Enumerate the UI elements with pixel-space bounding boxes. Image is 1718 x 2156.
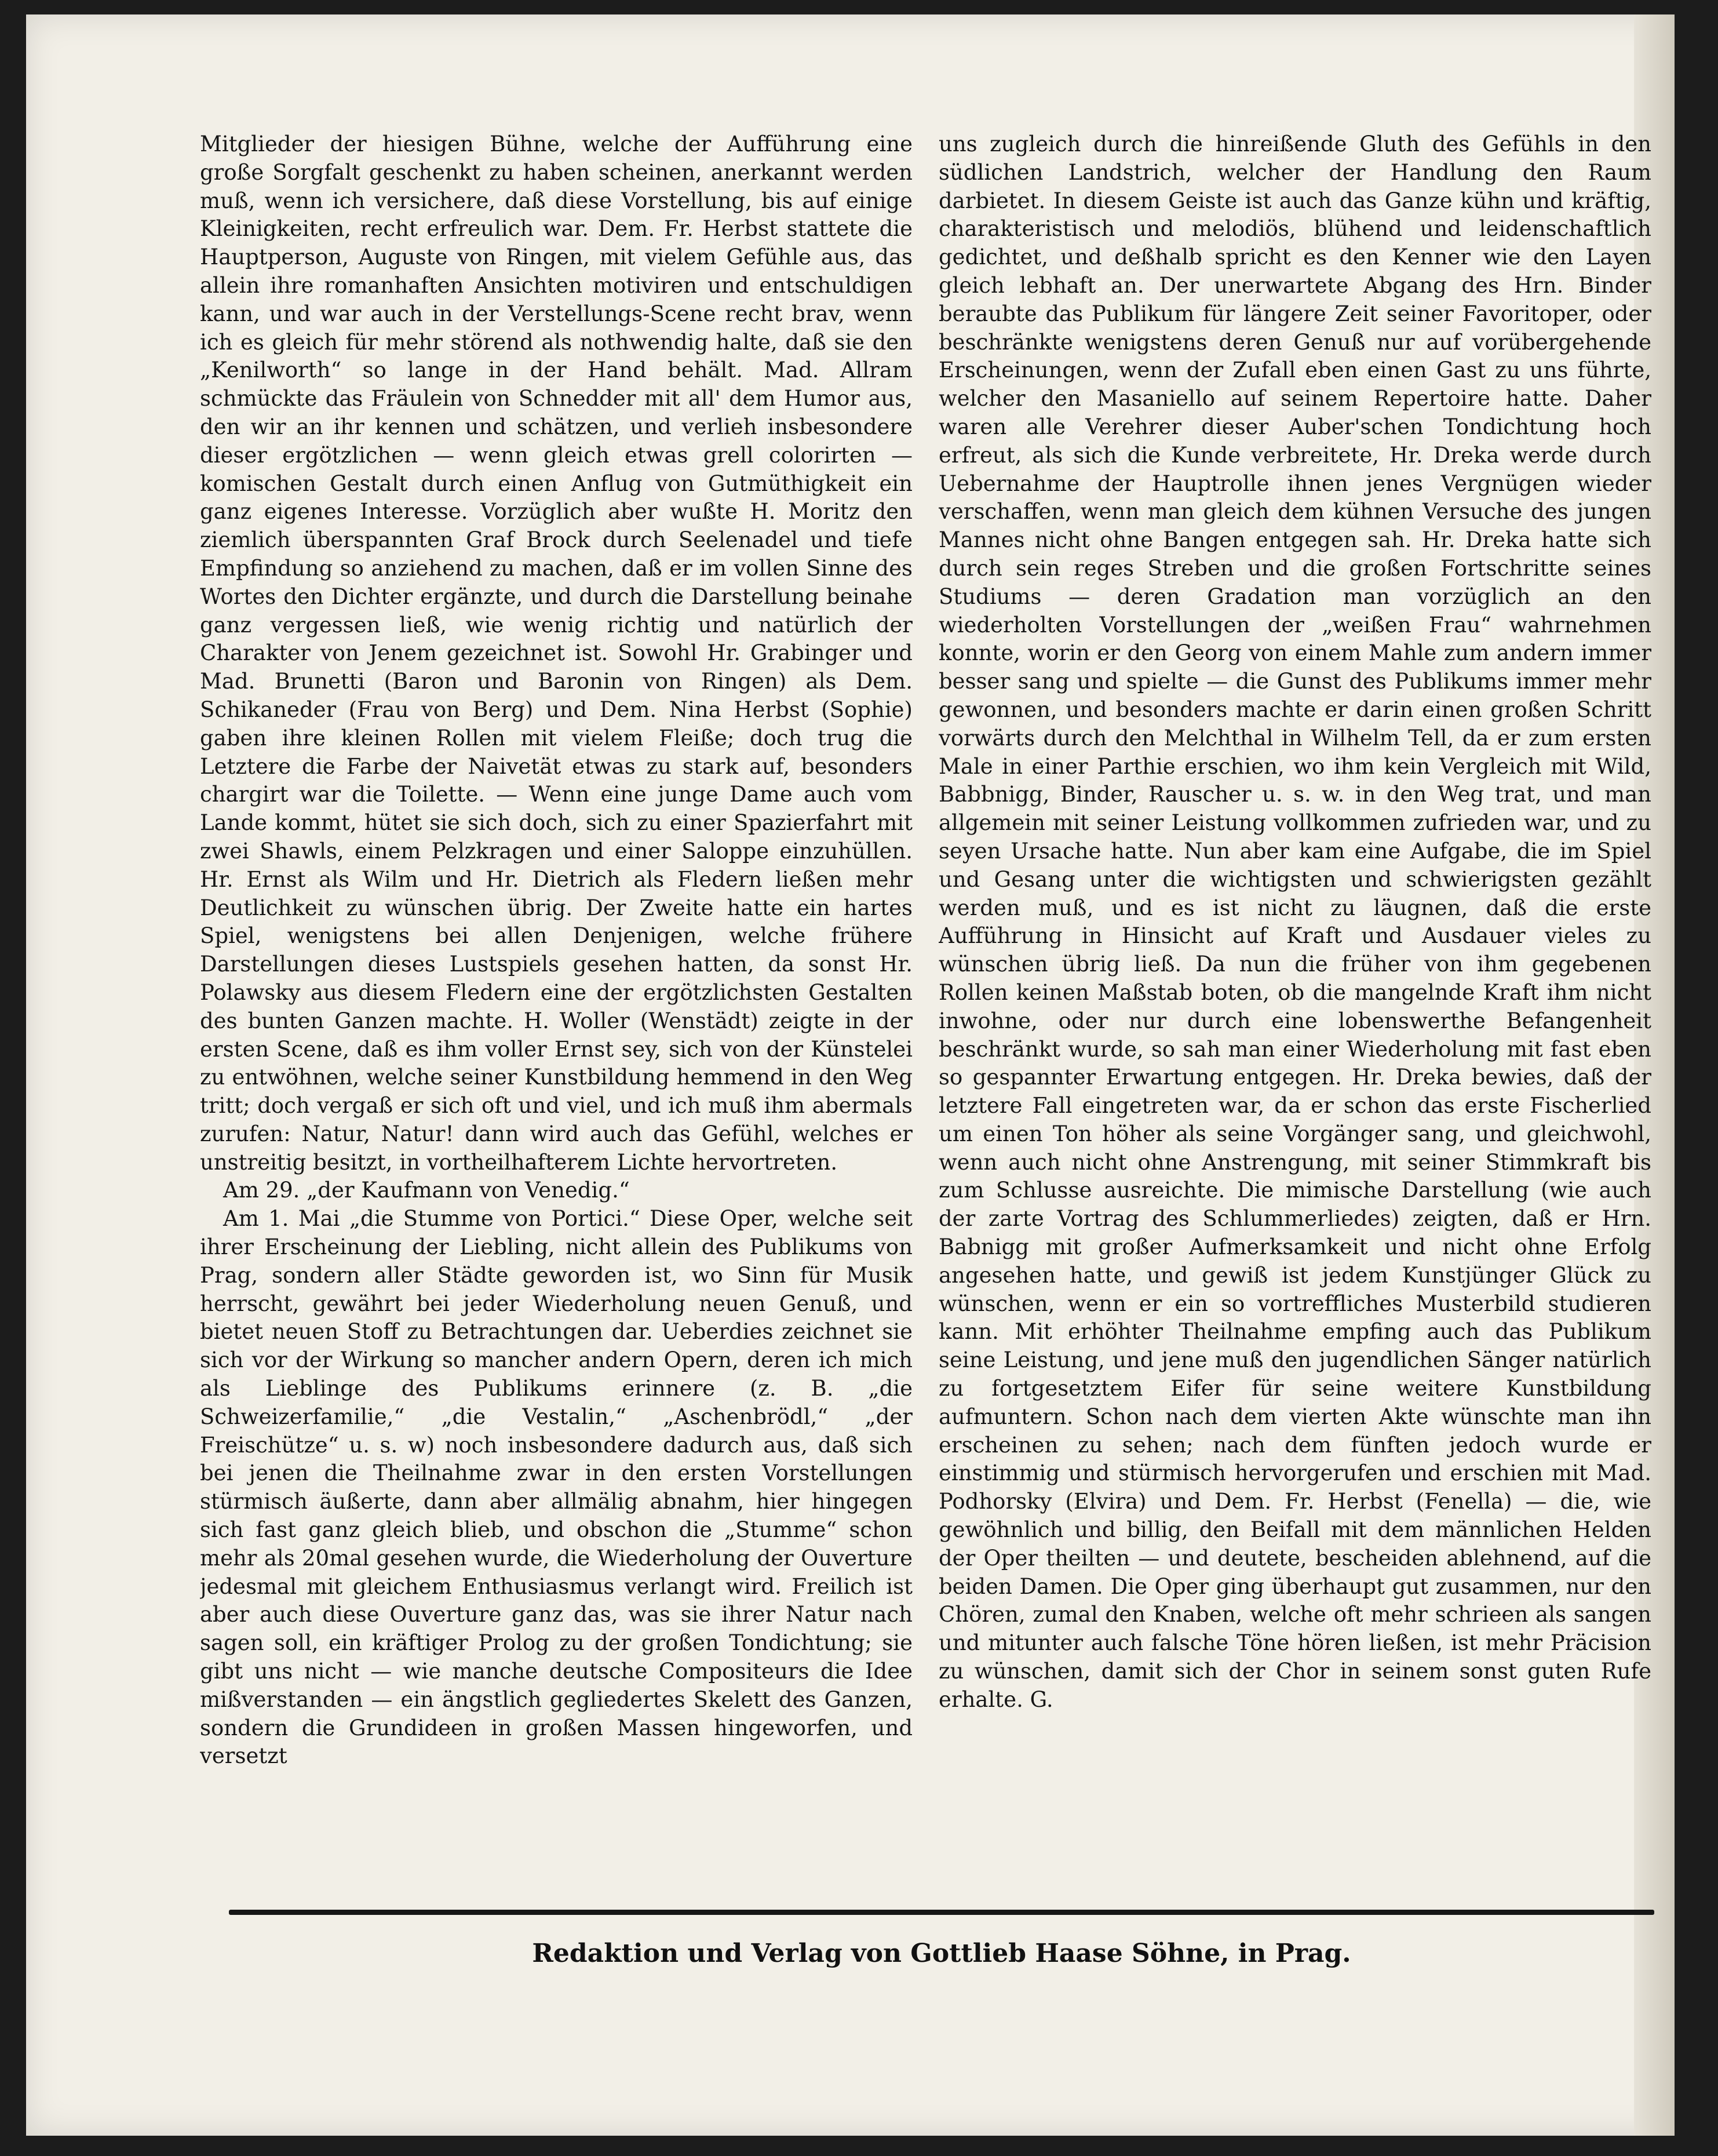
right-paragraph-1: uns zugleich durch die hinreißende Gluth des Gefühls in den südlichen Landstrich, welcher der Handlung den Raum darbietet. In diesem Geiste ist auch das Ganze kühn und kräftig, charakteristisch und melodiös, blühend und leidenschaftlich gedichtet, und deßhalb spricht es den Kenner wie den Layen gleich lebhaft an. Der unerwartete Abgang des Hrn. Binder beraubte das Publikum für längere Zeit seiner Favoritoper, oder beschränkte wenigstens deren Genuß nur auf vorübergehende Erscheinungen, wenn der Zufall eben einen Gast zu uns führte, welcher den Masaniello auf seinem Repertoire hatte. Daher waren alle Verehrer dieser Auber'schen Tondichtung hoch erfreut, als sich die Kunde verbreitete, Hr. Dreka werde durch Uebernahme der Hauptrolle ihnen jenes Vergnügen wieder verschaffen, wenn man gleich dem kühnen Versuche des jungen Mannes nicht ohne Bangen entgegen sah. Hr. Dreka hatte sich durch sein reges Streben und die großen Fortschritte seines Studiums — deren Gradation man vorzüglich an den wiederholten Vorstellungen der „weißen Frau“ wahrnehmen konnte, worin er den Georg von einem Mahle zum andern immer besser sang und spielte — die Gunst des Publikums immer mehr gewonnen, und besonders machte er darin einen großen Schritt vorwärts durch den Melchthal in Wilhelm Tell, da er zum ersten Male in einer Parthie erschien, wo ihm kein Vergleich mit Wild, Babbnigg, Binder, Rauscher u. s. w. in den Weg trat, und man allgemein mit seiner Leistung vollkommen zufrieden war, und zu seyen Ursache hatte. Nun aber kam eine Aufgabe, die im Spiel und Gesang unter die wichtigsten und schwierigsten gezählt werden muß, und es ist nicht zu läugnen, daß die erste Aufführung in Hinsicht auf Kraft und Ausdauer vieles zu wünschen übrig ließ. Da nun die früher von ihm gegebenen Rollen keinen Maßstab boten, ob die mangelnde Kraft ihm nicht inwohne, oder nur durch eine lobenswerthe Befangenheit beschränkt wurde, so sah man einer Wiederholung mit fast eben so gespannter Erwartung entgegen. Hr. Dreka bewies, daß der letztere Fall eingetreten war, da er schon das erste Fischerlied um einen Ton höher als seine Vorgänger sang, und gleichwohl, wenn auch nicht ohne Anstrengung, mit seiner Stimmkraft bis zum Schlusse ausreichte. Die mimische Darstellung (wie auch der zarte Vortrag des Schlummerliedes) zeigten, daß er Hrn. Babnigg mit großer Aufmerksamkeit und nicht ohne Erfolg angesehen hatte, und gewiß ist jedem Kunstjünger Glück zu wünschen, wenn er ein so vortreffliches Musterbild studieren kann. Mit erhöhter Theilnahme empfing auch das Publikum seine Leistung, und jene muß den jugendlichen Sänger natürlich zu fortgesetztem Eifer für seine weitere Kunstbildung aufmuntern. Schon nach dem vierten Akte wünschte man ihn erscheinen zu sehen; nach dem fünften jedoch wurde er einstimmig und stürmisch hervorgerufen und erschien mit Mad. Podhorsky (Elvira) und Dem. Fr. Herbst (Fenella) — die, wie gewöhnlich und billig, den Beifall mit dem männlichen Helden der Oper theilten — und deutete, bescheiden ablehnend, auf die beiden Damen. Die Oper ging überhaupt gut zusammen, nur den Chören, zumal den Knaben, welche oft mehr schrieen als sangen und mitunter auch falsche Töne hören ließen, ist mehr Präcision zu wünschen, damit sich der Chor in seinem sonst guten Rufe erhalte. G. [939, 132, 1651, 1712]
left-column [200, 130, 913, 1858]
footer-imprint: Redaktion und Verlag von Gottlieb Haase Söhne, in Prag. [532, 1939, 1351, 1968]
left-paragraph-1: Mitglieder der hiesigen Bühne, welche der Aufführung eine große Sorgfalt geschenkt zu haben scheinen, anerkannt werden muß, wenn ich versichere, daß diese Vorstellung, bis auf einige Kleinigkeiten, recht erfreulich war. Dem. Fr. Herbst stattete die Hauptperson, Auguste von Ringen, mit vielem Gefühle aus, das allein ihre romanhaften Ansichten motiviren und entschuldigen kann, und war auch in der Verstellungs-Scene recht brav, wenn ich es gleich für mehr störend als nothwendig halte, daß sie den „Kenilworth“ so lange in der Hand behält. Mad. Allram schmückte das Fräulein von Schnedder mit all' dem Humor aus, den wir an ihr kennen und schätzen, und verlieh insbesondere dieser ergötzlichen — wenn gleich etwas grell colorirten — komischen Gestalt durch einen Anflug von Gutmüthigkeit ein ganz eigenes Interesse. Vorzüglich aber wußte H. Moritz den ziemlich überspannten Graf Brock durch Seelenadel und tiefe Empfindung so anziehend zu machen, daß er im vollen Sinne des Wortes den Dichter ergänzte, und durch die Darstellung beinahe ganz vergessen ließ, wie wenig richtig und natürlich der Charakter von Jenem gezeichnet ist. Sowohl Hr. Grabinger und Mad. Brunetti (Baron und Baronin von Ringen) als Dem. Schikaneder (Frau von Berg) und Dem. Nina Herbst (Sophie) gaben ihre kleinen Rollen mit vielem Fleiße; doch trug die Letztere die Farbe der Naivetät etwas zu stark auf, besonders chargirt war die Toilette. — Wenn eine junge Dame auch vom Lande kommt, hütet sie sich doch, sich zu einer Spazierfahrt mit zwei Shawls, einem Pelzkragen und einer Saloppe einzuhüllen. Hr. Ernst als Wilm und Hr. Dietrich als Fledern ließen mehr Deutlichkeit zu wünschen übrig. Der Zweite hatte ein hartes Spiel, wenigstens bei allen Denjenigen, welche frühere Darstellungen dieses Lustspiels gesehen hatten, da sonst Hr. Polawsky aus diesem Fledern eine der ergötzlichsten Gestalten des bunten Ganzen machte. H. Woller (Wenstädt) zeigte in der ersten Scene, daß es ihm voller Ernst sey, sich von der Künstelei zu entwöhnen, welche seiner Kunstbildung hemmend in den Weg tritt; doch vergaß er sich oft und viel, und ich muß ihm abermals zurufen: Natur, Natur! dann wird auch das Gefühl, welches er unstreitig besitzt, in vortheilhafterem Lichte hervortreten. [200, 132, 913, 1175]
right-column [939, 130, 1651, 1858]
left-paragraph-2: Am 29. „der Kaufmann von Venedig.“ [223, 1178, 630, 1203]
footer-rule [229, 1910, 1654, 1915]
left-paragraph-3: Am 1. Mai „die Stumme von Portici.“ Diese Oper, welche seit ihrer Erscheinung der Liebling, nicht allein des Publikums von Prag, sondern aller Städte geworden ist, wo Sinn für Musik herrscht, gewährt bei jeder Wiederholung neuen Genuß, und bietet neuen Stoff zu Betrachtungen dar. Ueberdies zeichnet sie sich vor der Wirkung so mancher andern Opern, deren ich mich als Lieblinge des Publikums erinnere (z. B. „die Schweizerfamilie,“ „die Vestalin,“ „Aschenbrödl,“ „der Freischütze“ u. s. w) noch insbesondere dadurch aus, daß sich bei jenen die Theilnahme zwar in den ersten Vorstellungen stürmisch äußerte, dann aber allmälig abnahm, hier hingegen sich fast ganz gleich blieb, und obschon die „Stumme“ schon mehr als 20mal gesehen wurde, die Wiederholung der Ouverture jedesmal mit gleichem Enthusiasmus verlangt wird. Freilich ist aber auch diese Ouverture ganz das, was sie ihrer Natur nach sagen soll, ein kräftiger Prolog zu der großen Tondichtung; sie gibt uns nicht — wie manche deutsche Compositeurs die Idee mißverstanden — ein ängstlich gegliedertes Skelett des Ganzen, sondern die Grundideen in großen Massen hingeworfen, und versetzt [200, 1206, 913, 1769]
